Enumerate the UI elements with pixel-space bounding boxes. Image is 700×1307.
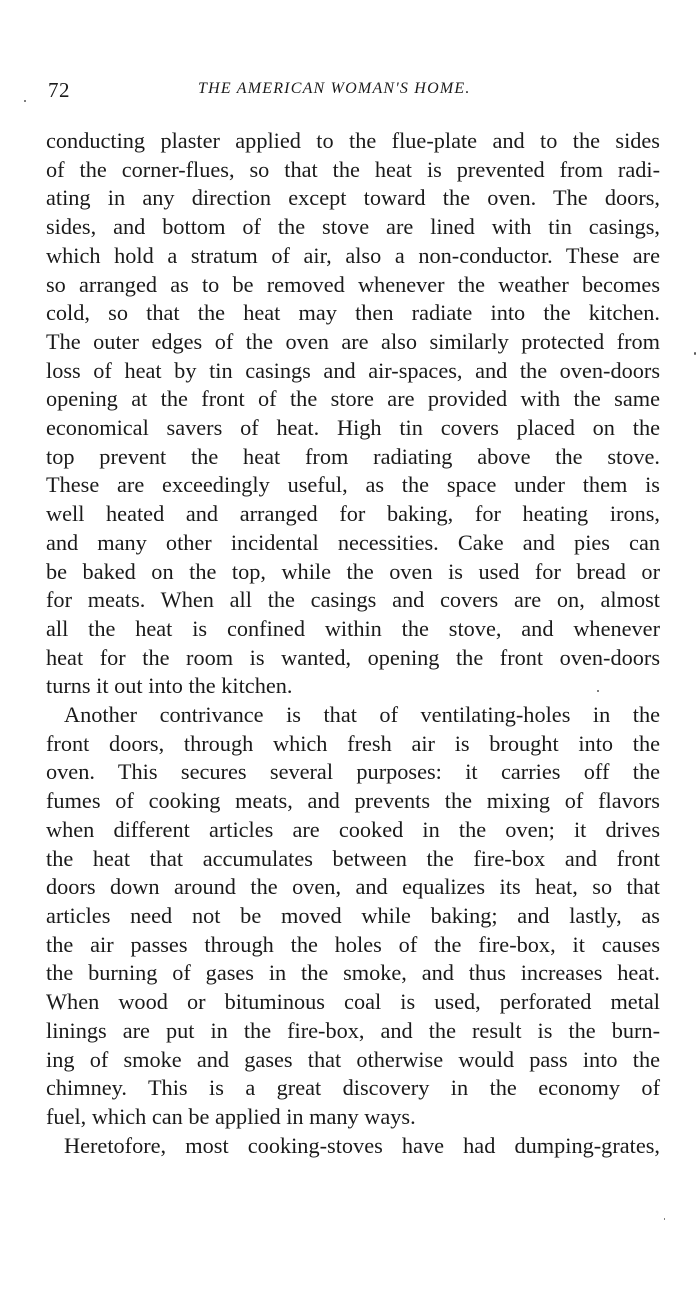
page-number: 72 <box>48 78 70 102</box>
paragraph-1 <box>46 127 660 701</box>
text-line: top prevent the heat from radiating above the stove. <box>46 443 660 469</box>
text-line: When wood or bituminous coal is used, perforated metal <box>46 989 660 1015</box>
text-line: articles need not be moved while baking; and lastly, as <box>46 902 660 928</box>
running-head <box>48 78 658 102</box>
text-line: The outer edges of the oven are also similarly protected from <box>46 328 660 354</box>
paragraph-3 <box>46 1132 660 1161</box>
text-line: doors down around the oven, and equalizes its heat, so that <box>46 874 660 900</box>
text-line: of the corner-flues, so that the heat is prevented from radi- <box>46 156 660 182</box>
scan-speck <box>694 352 696 355</box>
text-line: cold, so that the heat may then radiate into the kitchen. <box>46 300 660 326</box>
text-line: ating in any direction except toward the oven. The doors, <box>46 185 660 211</box>
text-line: chimney. This is a great discovery in the economy of <box>46 1075 660 1101</box>
text-line: the air passes through the holes of the fire-box, it causes <box>46 931 660 957</box>
scan-speck <box>24 100 26 102</box>
text-line: fuel, which can be applied in many ways. <box>46 1103 416 1129</box>
text-line: fumes of cooking meats, and prevents the mixing of flavors <box>46 788 660 814</box>
text-line: loss of heat by tin casings and air-spaces, and the oven-doors <box>46 357 660 383</box>
text-line: oven. This secures several purposes: it carries off the <box>46 759 660 785</box>
text-line: front doors, through which fresh air is brought into the <box>46 730 660 756</box>
text-line: heat for the room is wanted, opening the front oven-doors <box>46 644 660 670</box>
running-title: THE AMERICAN WOMAN'S HOME. <box>198 80 471 97</box>
text-line: when different articles are cooked in the oven; it drives <box>46 816 660 842</box>
text-line: Another contrivance is that of ventilating-holes in the <box>64 702 660 728</box>
scan-speck <box>597 690 599 692</box>
text-line: all the heat is confined within the stove, and whenever <box>46 615 660 641</box>
text-line: the heat that accumulates between the fire-box and front <box>46 845 660 871</box>
text-line: the burning of gases in the smoke, and thus increases heat. <box>46 960 660 986</box>
text-line: conducting plaster applied to the flue-plate and to the sides <box>46 128 660 153</box>
paragraph-2 <box>46 701 660 1132</box>
text-line: opening at the front of the store are provided with the same <box>46 386 660 412</box>
text-line: so arranged as to be removed whenever the weather becomes <box>46 271 660 297</box>
text-line: for meats. When all the casings and covers are on, almost <box>46 587 660 613</box>
text-line: be baked on the top, while the oven is used for bread or <box>46 558 660 584</box>
scan-speck <box>664 1218 665 1220</box>
text-line: well heated and arranged for baking, for heating irons, <box>46 501 660 527</box>
body-text <box>46 127 660 1160</box>
text-line: sides, and bottom of the stove are lined with tin casings, <box>46 214 660 240</box>
text-line: ing of smoke and gases that otherwise would pass into the <box>46 1046 660 1072</box>
text-line: linings are put in the fire-box, and the result is the burn- <box>46 1017 660 1043</box>
text-line: which hold a stratum of air, also a non-conductor. These are <box>46 242 660 268</box>
text-line: These are exceedingly useful, as the space under them is <box>46 472 660 498</box>
text-line: economical savers of heat. High tin covers placed on the <box>46 415 660 441</box>
text-line: turns it out into the kitchen. <box>46 673 293 699</box>
text-line: Heretofore, most cooking-stoves have had dumping-grates, <box>64 1132 660 1158</box>
text-line: and many other incidental necessities. Cake and pies can <box>46 529 660 555</box>
